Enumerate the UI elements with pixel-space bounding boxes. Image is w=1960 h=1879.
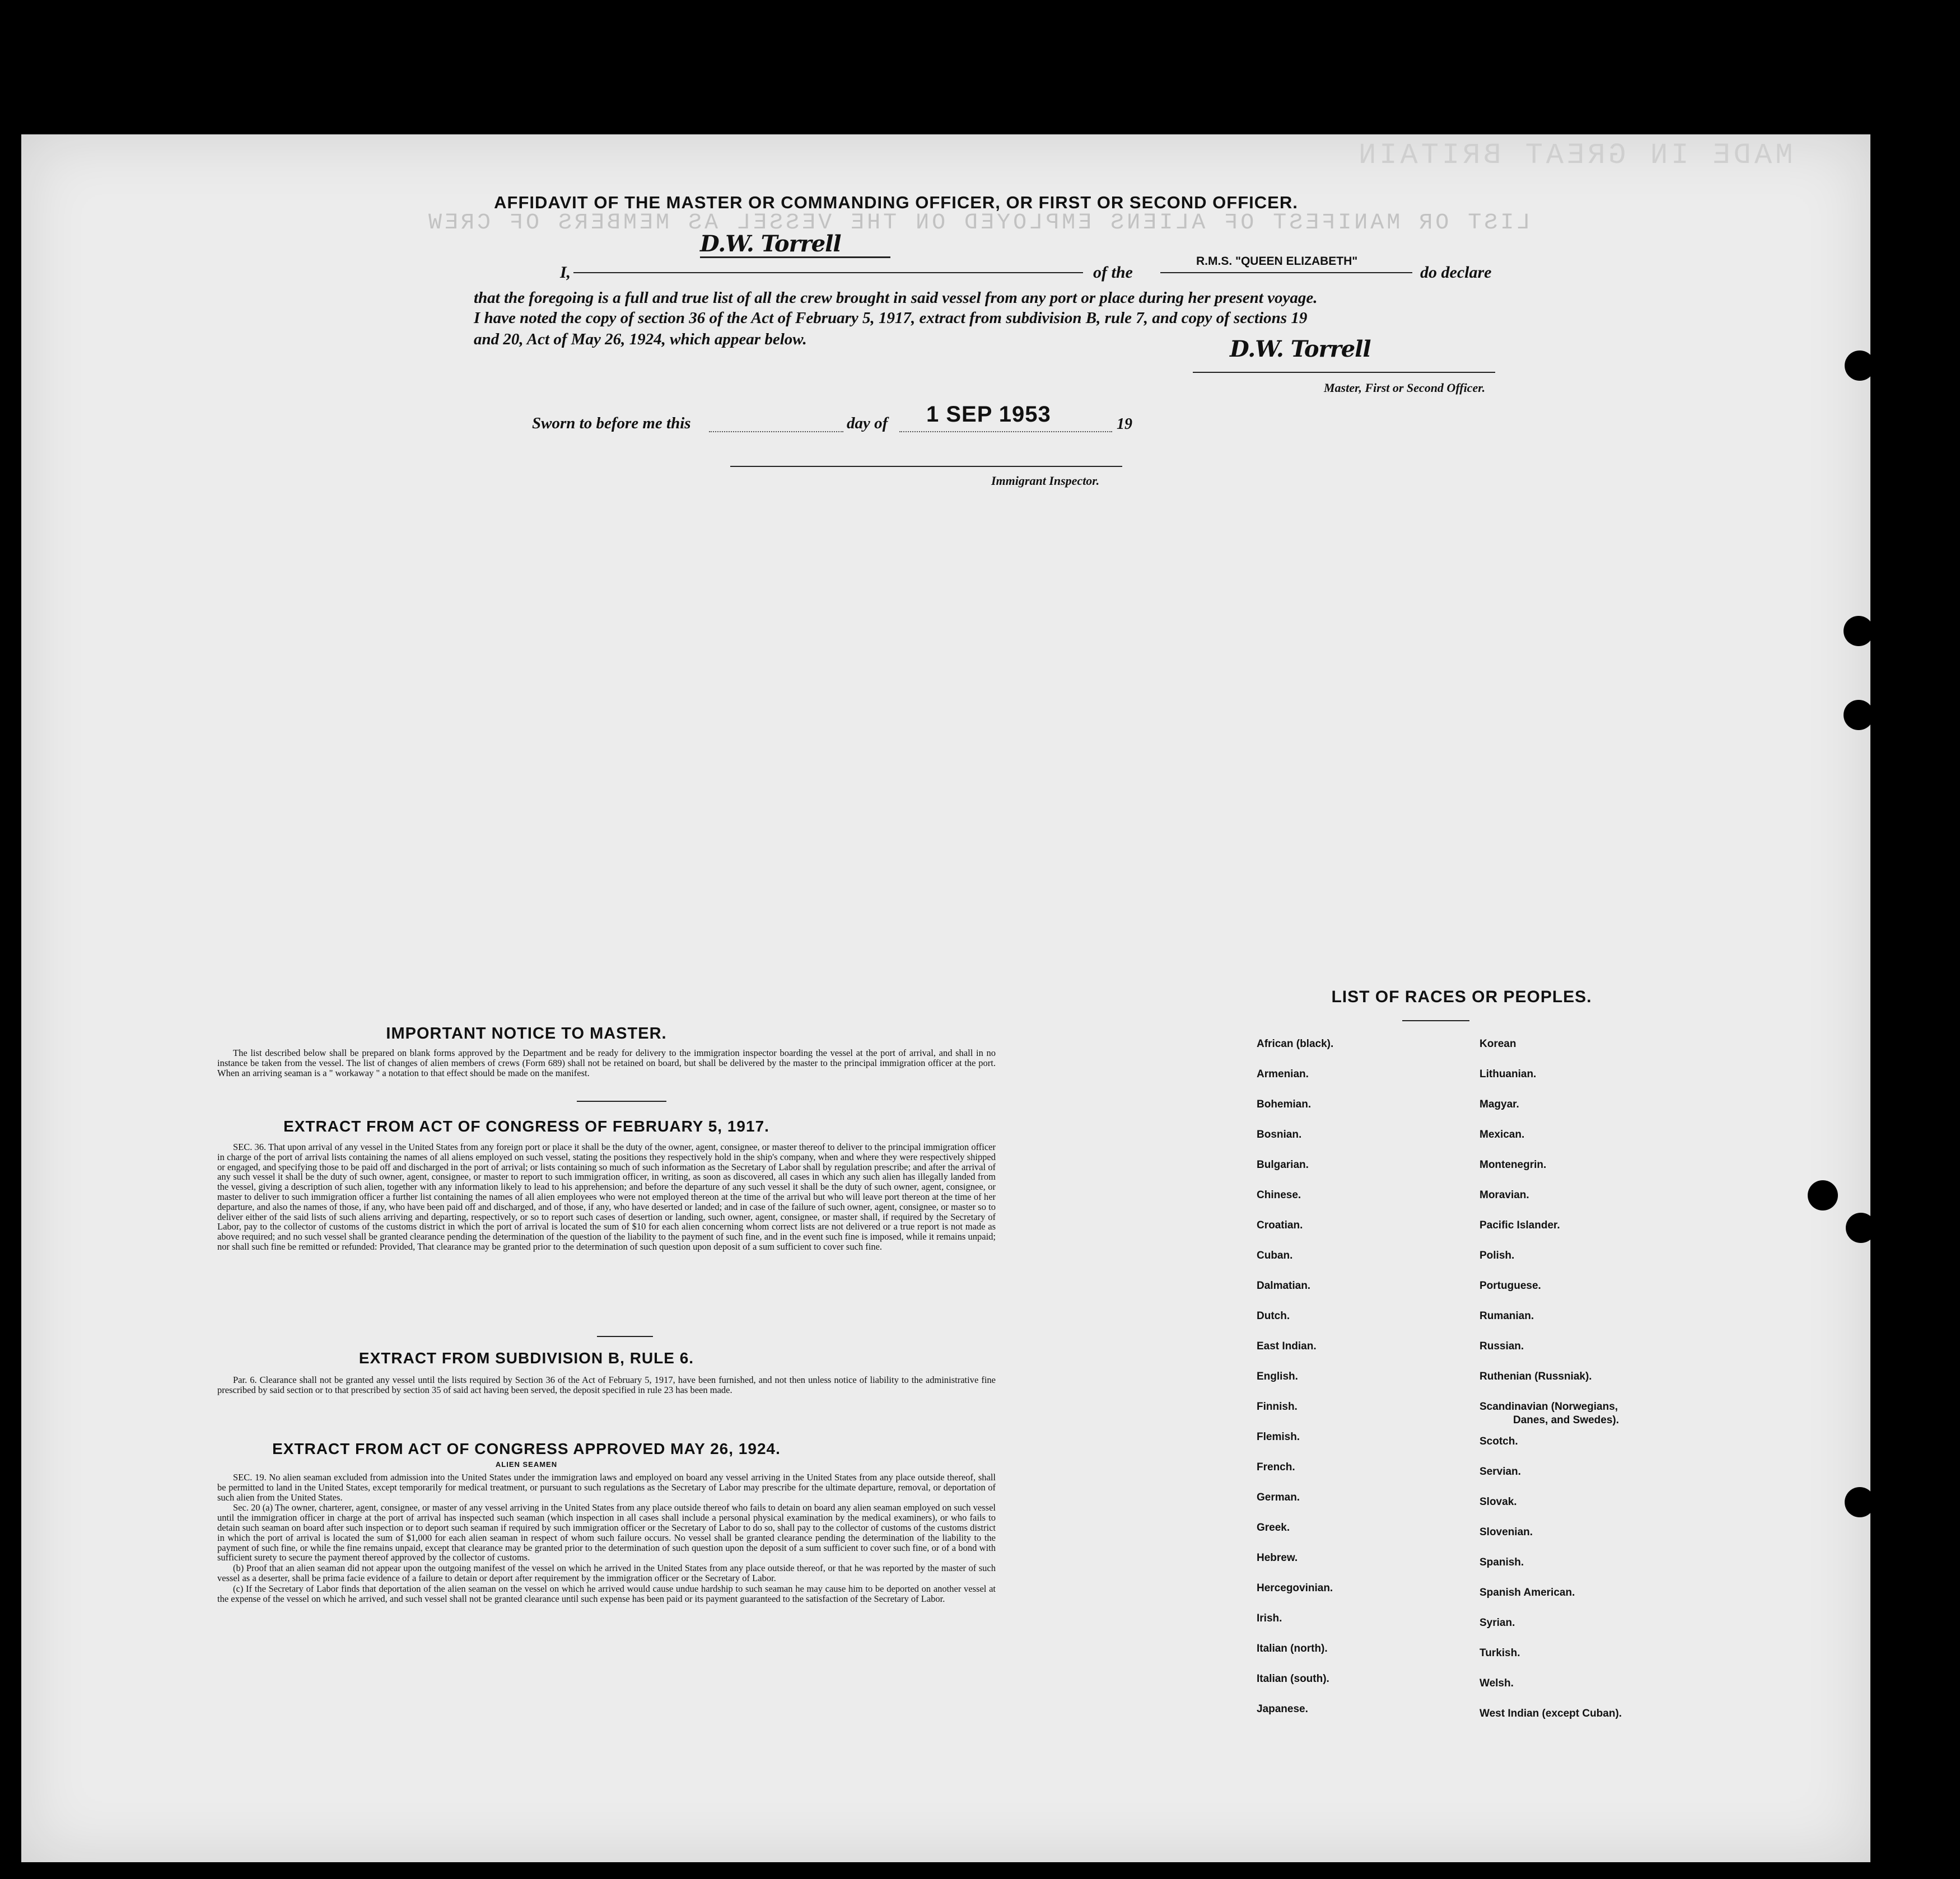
race-item: Lithuanian. <box>1480 1068 1537 1080</box>
race-item: Moravian. <box>1480 1189 1529 1201</box>
date-stamp: 1 SEP 1953 <box>926 402 1051 427</box>
master-signature-line <box>1193 372 1495 373</box>
race-item: Irish. <box>1257 1612 1282 1624</box>
race-item: Slovenian. <box>1480 1526 1533 1538</box>
inspector-signature-line <box>730 466 1122 467</box>
declaration-line-3: I have noted the copy of section 36 of the Act of February 5, 1917, extract from subdivision B, rule 7, and copy of sections 19 <box>474 309 1308 327</box>
declaration-line-2: that the foregoing is a full and true list of all the crew brought in said vessel from any port or place during her present voyage. <box>474 289 1318 307</box>
race-item: Rumanian. <box>1480 1310 1534 1322</box>
race-item: Montenegrin. <box>1480 1159 1547 1171</box>
race-item: Italian (north). <box>1257 1643 1328 1654</box>
signature-underline <box>700 256 890 258</box>
race-item-continuation: Danes, and Swedes). <box>1513 1414 1620 1426</box>
race-item: Bohemian. <box>1257 1099 1312 1110</box>
of-the-label: of the <box>1093 263 1133 282</box>
officer-signature-1: D.W. Torrell <box>700 231 841 257</box>
punch-hole <box>1845 350 1875 381</box>
sec-20a-paragraph: Sec. 20 (a) The owner, charterer, agent, consignee, or master of any vessel arriving in the United States from any place outside thereof who fails to detain on board any alien seaman employed on such vessel until the immigration officer in charge at the port of arrival has inspected such seaman (which inspection in all cases shall include a personal physical examination by the medical examiners), or who fails to detain such seaman on board after such inspection or to deport such seaman if required by such immigration officer or the Secretary of Labor to do so, shall pay to the collector of customs of the customs district in which the port of arrival is located the sum of $1,000 for each alien seaman in respect of whom such failure occurs. No vessel shall be granted clearance pending the determination of the liability to the payment of such fine, or while the fine remains unpaid, except that clearance may be granted prior to the determination of such question upon the deposit of a sum sufficient to cover such fine, or of a bond with sufficient surety to secure the payment thereof approved by the collector of customs. <box>217 1502 996 1563</box>
i-label: I, <box>560 263 571 282</box>
extract-1924-title: EXTRACT FROM ACT OF CONGRESS APPROVED MAY 26, 1924. <box>272 1440 781 1457</box>
race-item: English. <box>1257 1371 1298 1382</box>
race-item: Polish. <box>1480 1250 1515 1261</box>
par-6-paragraph: Par. 6. Clearance shall not be granted any vessel until the lists required by Section 36 of the Act of February 5, 1917, have been furnished, and not then unless notice of liability to the administrative fine prescribed by said section or to that prescribed by section 35 of said act having been served, the deposit specified in rule 23 has been made. <box>217 1375 996 1395</box>
race-item: Greek. <box>1257 1522 1290 1534</box>
declaration-line-4: and 20, Act of May 26, 1924, which appear below. <box>474 330 807 348</box>
race-item: Dalmatian. <box>1257 1280 1311 1292</box>
punch-hole <box>1844 616 1874 646</box>
race-item: Welsh. <box>1480 1677 1514 1689</box>
sec-36-paragraph: SEC. 36. That upon arrival of any vessel in the United States from any foreign port or place it shall be the duty of the owner, agent, consignee, or master thereof to deliver to the principal immigration officer in charge of the port of arrival lists containing the names of all aliens employed on such vessel, stating the positions they respectively hold in the ship's company, when and where they were respectively shipped or engaged, and specifying those to be paid off and discharged in the port of arrival; or lists containing so much of such information as the Secretary of Labor shall by regulation prescribe; and after the arrival of any such vessel it shall be the duty of such owner, agent, consignee, or master to report to such immigration officer, in writing, as soon as discovered, all cases in which any such alien has illegally landed from the vessel, giving a description of such alien, together with any information likely to lead to his apprehension; and before the departure of any such vessel it shall be the duty of such owner, agent, consignee, or master to deliver to such immigration officer a further list containing the names of all alien employees who were not employed thereon at the time of the arrival but who will leave port thereon at the time of her departure, and also the names of those, if any, who have been paid off and discharged, and of those, if any, who have deserted or landed; and in case of the failure of such owner, agent, consignee, or master so to deliver either of the said lists of such aliens arriving and departing, respectively, or so to report such cases of desertion or landing, such owner, agent, consignee, or master shall, if required by the Secretary of Labor, pay to the collector of customs of the customs district in which the port of arrival is located the sum of $10 for each alien concerning whom correct lists are not delivered or a true report is not made as above required; and no such vessel shall be granted clearance pending the determination of the question of the liability to the payment of such fine, and in the event such fine is imposed, while it remains unpaid; nor shall such fine be remitted or refunded: Provided, That clearance may be granted prior to the determination of such question upon deposit of a sum sufficient to cover such fine. <box>217 1142 996 1252</box>
notice-title: IMPORTANT NOTICE TO MASTER. <box>386 1025 667 1043</box>
race-item: Portuguese. <box>1480 1280 1541 1292</box>
punch-hole <box>1844 700 1874 730</box>
vessel-line <box>1160 272 1412 273</box>
ghost-header-subtitle: LIST OR MANIFEST OF ALIENS EMPLOYED ON THE VESSEL AS MEMBERS OF CREW <box>426 211 1530 236</box>
name-line <box>573 272 1083 273</box>
alien-seamen-subtitle: ALIEN SEAMEN <box>495 1460 558 1469</box>
race-item: East Indian. <box>1257 1340 1317 1352</box>
race-item: French. <box>1257 1461 1295 1473</box>
extract-1917-title: EXTRACT FROM ACT OF CONGRESS OF FEBRUARY 5, 1917. <box>283 1118 769 1135</box>
extract-1917-text <box>217 1142 996 1252</box>
sworn-month-line <box>899 431 1112 432</box>
year-prefix: 19 <box>1117 415 1132 433</box>
master-label: Master, First or Second Officer. <box>1324 381 1486 395</box>
race-item: Japanese. <box>1257 1703 1308 1715</box>
punch-hole <box>1845 1487 1875 1517</box>
race-item: Croatian. <box>1257 1219 1303 1231</box>
race-item: Servian. <box>1480 1466 1521 1478</box>
race-item: Spanish American. <box>1480 1587 1575 1598</box>
notice-paragraph: The list described below shall be prepared on blank forms approved by the Department and be ready for delivery to the immigration inspector boarding the vessel at the port of arrival, and shall in no instance be taken from the vessel. The list of changes of alien members of crews (Form 689) shall not be retained on board, but shall be delivered by the master to the principal immigration officer at the port. When an arriving seaman is a " workaway " a notation to that effect should be made on the manifest. <box>217 1048 996 1078</box>
race-item: Hercegovinian. <box>1257 1582 1333 1594</box>
race-item: Hebrew. <box>1257 1552 1298 1564</box>
vessel-name: R.M.S. "QUEEN ELIZABETH" <box>1196 255 1358 268</box>
notice-text <box>217 1048 996 1078</box>
race-item: Spanish. <box>1480 1557 1524 1568</box>
officer-signature-2: D.W. Torrell <box>1230 336 1371 362</box>
sec-19-paragraph: SEC. 19. No alien seaman excluded from admission into the United States under the immigration laws and employed on board any vessel arriving in the United States from any place outside thereof, shall be permitted to land in the United States, except temporarily for medical treatment, or pursuant to such regulations as the Secretary of Labor may prescribe for the ultimate departure, removal, or deportation of such alien from the United States. <box>217 1472 996 1503</box>
day-of-label: day of <box>847 414 888 432</box>
ghost-header-title: MADE IN GREAT BRITAIN <box>1355 139 1793 172</box>
races-title-underline <box>1402 1020 1469 1021</box>
race-item: Armenian. <box>1257 1068 1309 1080</box>
race-item: Finnish. <box>1257 1401 1298 1413</box>
race-item: Russian. <box>1480 1340 1524 1352</box>
extract-rule-6-text <box>217 1375 996 1396</box>
race-item: Turkish. <box>1480 1647 1520 1659</box>
race-item: Slovak. <box>1480 1496 1517 1508</box>
race-item: Bosnian. <box>1257 1129 1302 1141</box>
sworn-day-line <box>709 431 843 432</box>
race-item: Ruthenian (Russniak). <box>1480 1371 1592 1382</box>
race-item: Korean <box>1480 1038 1516 1050</box>
race-item: Mexican. <box>1480 1129 1525 1141</box>
sec-20b-paragraph: (b) Proof that an alien seaman did not appear upon the outgoing manifest of the vessel on which he arrived in the United States from any place outside thereof, or that he was reported by the master of such vessel as a deserter, shall be prima facie evidence of a failure to detain or deport after requirement by the immigration officer or the Secretary of Labor. <box>217 1563 996 1583</box>
rule-divider <box>597 1336 653 1337</box>
do-declare-label: do declare <box>1420 263 1492 282</box>
races-title: LIST OF RACES OR PEOPLES. <box>1331 988 1592 1006</box>
race-item: Bulgarian. <box>1257 1159 1309 1171</box>
extract-rule-6-title: EXTRACT FROM SUBDIVISION B, RULE 6. <box>358 1349 694 1367</box>
race-item: Scotch. <box>1480 1436 1518 1447</box>
race-item: Italian (south). <box>1257 1673 1329 1685</box>
affidavit-title: AFFIDAVIT OF THE MASTER OR COMMANDING OFFICER, OR FIRST OR SECOND OFFICER. <box>494 193 1298 212</box>
race-item: Magyar. <box>1480 1099 1519 1110</box>
race-item: Syrian. <box>1480 1617 1515 1629</box>
race-item: Dutch. <box>1257 1310 1290 1322</box>
race-item: Pacific Islander. <box>1480 1219 1560 1231</box>
race-item: West Indian (except Cuban). <box>1480 1708 1622 1719</box>
race-item: Cuban. <box>1257 1250 1293 1261</box>
race-item: German. <box>1257 1492 1300 1503</box>
punch-hole <box>1846 1213 1876 1243</box>
inspector-label: Immigrant Inspector. <box>991 474 1100 488</box>
sworn-label: Sworn to before me this <box>532 414 691 432</box>
race-item: Flemish. <box>1257 1431 1300 1443</box>
race-item: Scandinavian (Norwegians, <box>1480 1401 1618 1413</box>
extract-1924-text <box>217 1473 996 1604</box>
punch-hole <box>1808 1180 1838 1210</box>
race-item: African (black). <box>1257 1038 1334 1050</box>
rule-divider <box>577 1101 666 1102</box>
sec-20c-paragraph: (c) If the Secretary of Labor finds that deportation of the alien seaman on the vessel on which he arrived would cause undue hardship to such seaman he may cause him to be deported on another vessel at the expense of the vessel on which he arrived, and such vessel shall not be granted clearance until such expense has been paid or its payment guaranteed to the satisfaction of the Secretary of Labor. <box>217 1583 996 1604</box>
race-item: Chinese. <box>1257 1189 1301 1201</box>
